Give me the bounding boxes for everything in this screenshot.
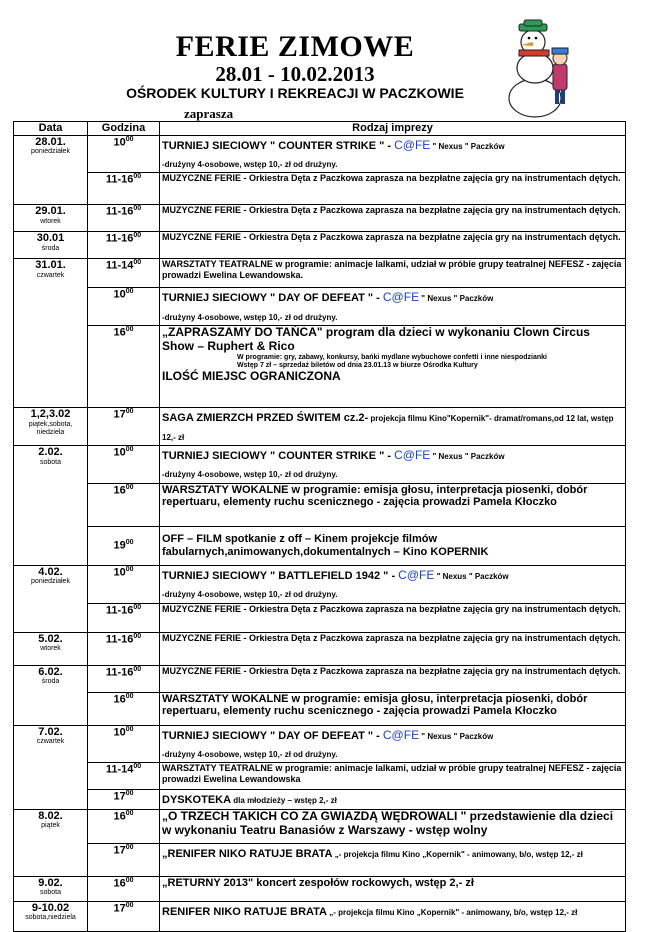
- table-row: $16^{00}$ „ZAPRASZAMY DO TAŃCA" program dla dzieci w wykonaniu Clown Circus Show – Ruphert & Rico W programie: gry, zabawy, konkursy, bańki mydlane wybuchowe confetti i inne niespodzianki Wstęp 7 zł – sprzedaż biletów od dnia 23.01.13 w biurze Ośrodka Kultury ILOŚĆ MIEJSC OGRANICZONA: [14, 326, 626, 408]
- table-row: $17^{00}$ „RENIFER NIKO RATUJE BRATA „- projekcja filmu Kino „Kopernik" - animowany, b/o, wstęp 12,- zł: [14, 843, 626, 876]
- table-row: 31.01. czwartek $11-14^{00}$ WARSZTATY TEATRALNE w programie: animacje lalkami, udział w próbie grupy teatralnej NEFESZ - zajęcia prowadzi Ewelina Lewandowska.: [14, 259, 626, 288]
- table-row: 4.02. poniedziałek $10^{00}$ TURNIEJ SIECIOWY " BATTLEFIELD 1942 " - C@FE " Nexus " Paczków -drużyny 4-osobowe, wstęp 10,- zł od drużyny.: [14, 565, 626, 603]
- column-header-time: Godzina: [88, 122, 160, 136]
- table-row: 29.01. wtorek $11-16^{00}$ MUZYCZNE FERIE - Orkiestra Dęta z Paczkowa zaprasza na bezpłatne zajęcia gry na instrumentach dętych.: [14, 205, 626, 232]
- limited-seats-note: ILOŚĆ MIEJSC OGRANICZONA: [162, 368, 341, 383]
- table-row: $11-14^{00}$ WARSZTATY TEATRALNE w programie: animacje lalkami, udział w próbie grupy teatralnej NEFESZ - zajęcia prowadzi Ewelina Lewandowska: [14, 763, 626, 790]
- table-row: $11-16^{00}$ MUZYCZNE FERIE - Orkiestra Dęta z Paczkowa zaprasza na bezpłatne zajęcia gry na instrumentach dętych.: [14, 173, 626, 205]
- column-header-type: Rodzaj imprezy: [160, 122, 626, 136]
- table-row: 8.02. piątek $16^{00}$ „O TRZECH TAKICH CO ZA GWIAZDĄ WĘDROWALI " przedstawienie dla dzieci w wykonaniu Teatru Banasiów z Warszawy - wstęp wolny: [14, 809, 626, 843]
- table-row: 5.02. wtorek $11-16^{00}$ MUZYCZNE FERIE - Orkiestra Dęta z Paczkowa zaprasza na bezpłatne zajęcia gry na instrumentach dętych.: [14, 632, 626, 665]
- table-row: $19^{00}$ OFF – FILM spotkanie z off – Kinem projekcje filmów fabularnych,animowanych,dokumentalnych – Kino KOPERNIK: [14, 526, 626, 565]
- event-title: TURNIEJ SIECIOWY " COUNTER STRIKE " -: [162, 139, 395, 152]
- cafe-link[interactable]: C@FE: [382, 727, 420, 742]
- table-row: 2.02. sobota $10^{00}$ TURNIEJ SIECIOWY " COUNTER STRIKE " - C@FE " Nexus " Paczków -drużyny 4-osobowe, wstęp 10,- zł od drużyny.: [14, 445, 626, 483]
- table-row: $11-16^{00}$ MUZYCZNE FERIE - Orkiestra Dęta z Paczkowa zaprasza na bezpłatne zajęcia gry na instrumentach dętych.: [14, 603, 626, 632]
- table-row: $10^{00}$ TURNIEJ SIECIOWY " DAY OF DEFEAT " - C@FE " Nexus " Paczków -drużyny 4-osobowe, wstęp 10,- zł od drużyny.: [14, 288, 626, 326]
- time-label: 10: [113, 136, 126, 149]
- table-row: $16^{00}$ WARSZTATY WOKALNE w programie: emisja głosu, interpretacja piosenki, dobór repertuaru, elementy ruchu scenicznego - zajęcia prowadzi Pamela Kłoczko: [14, 692, 626, 725]
- table-row: 7.02. czwartek $10^{00}$ TURNIEJ SIECIOWY " DAY OF DEFEAT " - C@FE " Nexus " Paczków -drużyny 4-osobowe, wstęp 10,- zł od drużyny.: [14, 725, 626, 763]
- invite-text: zaprasza: [184, 106, 234, 121]
- event-title: „ZAPRASZAMY DO TAŃCA" program dla dzieci w wykonaniu Clown Circus Show – Ruphert & Rico: [162, 325, 590, 353]
- table-row: 30.01 środa $11-16^{00}$ MUZYCZNE FERIE - Orkiestra Dęta z Paczkowa zaprasza na bezpłatne zajęcia gry na instrumentach dętych.: [14, 232, 626, 259]
- table-row: $16^{00}$ WARSZTATY WOKALNE w programie: emisja głosu, interpretacja piosenki, dobór repertuaru, elementy ruchu scenicznego - zajęcia prowadzi Pamela Kłoczko: [14, 483, 626, 526]
- date-label: 28.01.: [35, 135, 66, 148]
- event-description: MUZYCZNE FERIE - Orkiestra Dęta z Paczkowa zaprasza na bezpłatne zajęcia gry na instrumentach dętych.: [160, 173, 626, 205]
- page-title: FERIE ZIMOWE: [175, 30, 415, 63]
- day-label: poniedziałek: [31, 148, 70, 156]
- cafe-link[interactable]: C@FE: [394, 447, 431, 462]
- snowman-illustration: [505, 18, 573, 118]
- column-header-date: Data: [14, 122, 88, 136]
- cafe-link[interactable]: C@FE: [394, 137, 431, 152]
- cafe-link[interactable]: C@FE: [382, 290, 420, 305]
- table-row: 6.02. środa $11-16^{00}$ MUZYCZNE FERIE - Orkiestra Dęta z Paczkowa zaprasza na bezpłatne zajęcia gry na instrumentach dętych.: [14, 665, 626, 692]
- cafe-link[interactable]: C@FE: [398, 567, 435, 582]
- table-row: 9-10.02 sobota,niedziela $17^{00}$ RENIFER NIKO RATUJE BRATA „- projekcja filmu Kino „Kopernik" - animowany, b/o, wstęp 12,- zł: [14, 901, 626, 931]
- table-row: 9.02. sobota $16^{00}$ „RETURNY 2013" koncert zespołów rockowych, wstęp 2,- zł: [14, 876, 626, 901]
- organizer-name: OŚRODEK KULTURY I REKREACJI W PACZKOWIE: [126, 85, 464, 101]
- event-detail: -drużyny 4-osobowe, wstęp 10,- zł od drużyny.: [162, 160, 338, 170]
- table-row: $17^{00}$ DYSKOTEKA dla młodzieży – wstęp 2,- zł: [14, 790, 626, 809]
- table-row: 1,2,3.02 piątek,sobota, niedziela $17^{00}$ SAGA ZMIERZCH PRZED ŚWITEM cz.2- projekcja filmu Kino"Kopernik"- dramat/romans,od 12 lat, wstęp 12,- zł: [14, 408, 626, 446]
- schedule-table: [13, 121, 626, 932]
- table-row: 28.01. poniedziałek $10^{00}$ TURNIEJ SIECIOWY " COUNTER STRIKE " - C@FE " Nexus " Paczków -drużyny 4-osobowe, wstęp 10,- zł od drużyny.: [14, 135, 626, 173]
- event-dates: 28.01 - 10.02.2013: [215, 62, 375, 86]
